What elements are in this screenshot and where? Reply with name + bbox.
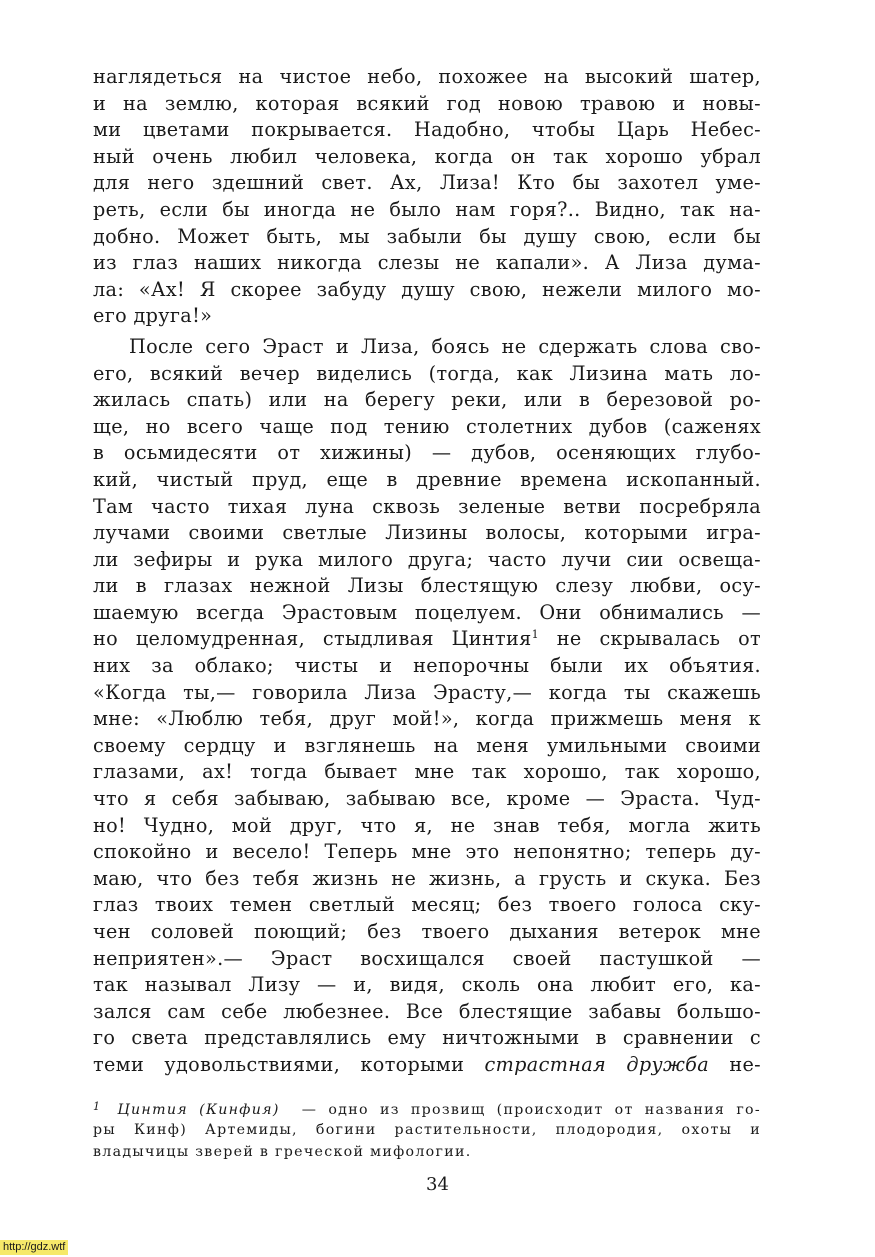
text-line: его, всякий вечер виделись (тогда, как Лизина мать ло-: [93, 361, 761, 385]
text-segment: не скрывалась от: [538, 627, 761, 651]
text-line: своему сердцу и взглянешь на меня умильными своими: [93, 733, 761, 757]
text-line: и на землю, которая всякий год новою травою и новы-: [93, 91, 761, 115]
text-line: из глаз наших никогда слезы не капали». А Лиза дума-: [93, 251, 761, 275]
text-segment: не-: [709, 1052, 761, 1076]
footnote-reference: 1: [531, 628, 539, 642]
text-line: них за облако; чисты и непорочны были их объятия.: [93, 654, 761, 678]
text-line: спокойно и весело! Теперь мне это непонятно; теперь ду-: [93, 840, 761, 864]
text-line: но! Чудно, мой друг, что я, не знав тебя, могла жить: [93, 813, 761, 837]
footnote-term: Цинтия (Кинфия): [117, 1102, 280, 1118]
text-line: глазами, ах! тогда бывает мне так хорошо, так хорошо,: [93, 760, 761, 784]
text-line: глаз твоих темен светлый месяц; без твоего голоса ску-: [93, 893, 761, 917]
italic-phrase: страстная дружба: [484, 1052, 710, 1076]
text-line: в осьмидесяти от хижины) — дубов, осеняющих глубо-: [93, 441, 761, 465]
book-page-text: [93, 64, 761, 1079]
text-line: чен соловей поющий; без твоего дыхания ветерок мне: [93, 920, 761, 943]
text-line: Там часто тихая луна сквозь зеленые ветви посребряла: [93, 494, 761, 518]
text-line: мне: «Люблю тебя, друг мой!», когда прижмешь меня к: [93, 707, 761, 731]
text-line: добно. Может быть, мы забыли бы душу свою, если бы: [93, 224, 761, 248]
page-number: 34: [426, 1174, 449, 1195]
footnote-text: — одно из прозвищ (происходит от названия го-: [301, 1102, 761, 1118]
footnote-line: ры Кинф) Артемиды, богини растительности, плодородия, охоты и: [93, 1121, 761, 1138]
text-line: реть, если бы иногда не было нам горя?.. Видно, так на-: [93, 197, 761, 221]
text-segment: теми удовольствиями, которыми: [93, 1052, 485, 1076]
text-line: зался сам себе любезнее. Все блестящие забавы большо-: [93, 999, 761, 1023]
text-segment: но целомудренная, стыдливая Цинтия: [93, 627, 532, 651]
text-line: После сего Эраст и Лиза, боясь не сдержать слова сво-: [129, 334, 761, 358]
text-line: ный очень любил человека, когда он так хорошо убрал: [93, 144, 761, 168]
text-line: жилась спать) или на берегу реки, или в березовой ро-: [93, 388, 761, 412]
text-line: для него здешний свет. Ах, Лиза! Кто бы захотел уме-: [93, 171, 761, 195]
text-line: маю, что без тебя жизнь не жизнь, а грусть и скука. Без: [93, 866, 761, 890]
text-line: «Когда ты,— говорила Лиза Эрасту,— когда ты скажешь: [93, 680, 761, 704]
text-line: что я себя забываю, забываю все, кроме — Эраста. Чуд-: [93, 787, 761, 811]
text-line: лучами своими светлые Лизины волосы, которыми игра-: [93, 521, 761, 545]
text-line: его друга!»: [93, 304, 213, 328]
text-line: ли в глазах нежной Лизы блестящую слезу любви, осу-: [93, 574, 761, 598]
text-line: кий, чистый пруд, еще в древние времена ископанный.: [93, 467, 761, 491]
text-line: ми цветами покрывается. Надобно, чтобы Царь Небес-: [93, 118, 761, 142]
text-line-with-italic: [93, 1052, 761, 1079]
text-line: шаемую всегда Эрастовым поцелуем. Они обнимались —: [93, 600, 761, 624]
footnote-mark: 1: [93, 1100, 102, 1113]
text-line: ще, но всего чаще под тению столетних дубов (саженях: [93, 414, 761, 438]
text-line: неприятен».— Эраст восхищался своей пастушкой —: [93, 946, 761, 970]
text-line: го света представлялись ему ничтожными в сравнении с: [93, 1026, 761, 1050]
footnote-line: владычицы зверей в греческой мифологии.: [93, 1144, 472, 1160]
source-watermark[interactable]: http://gdz.wtf: [0, 1240, 68, 1255]
text-line: так называл Лизу — и, видя, сколь она любит его, ка-: [93, 973, 761, 997]
paragraph-2: [93, 334, 761, 1079]
text-line-with-footnote-ref: [93, 626, 761, 653]
text-line: ла: «Ах! Я скорее забуду душу свою, нежели милого мо-: [93, 277, 761, 301]
text-line: ли зефиры и рука милого друга; часто лучи сии освеща-: [93, 547, 761, 571]
text-line: наглядеться на чистое небо, похожее на высокий шатер,: [93, 65, 761, 88]
footnote: [93, 1096, 761, 1164]
footnote-line: [93, 1096, 761, 1119]
paragraph-1: [93, 64, 761, 330]
